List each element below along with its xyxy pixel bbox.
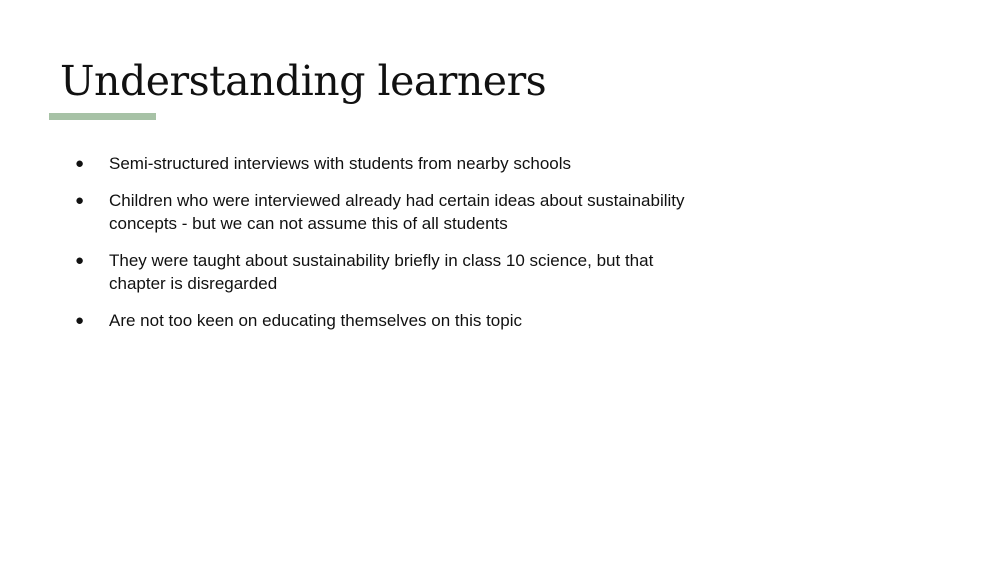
bullet-list <box>72 152 692 346</box>
bullet-text: They were taught about sustainability briefly in class 10 science, but that chapter is disregarded <box>109 251 654 293</box>
list-item <box>72 189 692 235</box>
list-item <box>72 249 692 295</box>
bullet-text: Semi-structured interviews with students from nearby schools <box>109 154 572 173</box>
slide-title: Understanding learners <box>60 57 547 105</box>
list-item <box>72 152 692 175</box>
list-item <box>72 309 692 332</box>
bullet-dot-icon: ● <box>75 252 85 269</box>
bullet-text: Are not too keen on educating themselves on this topic <box>109 311 522 330</box>
bullet-dot-icon: ● <box>75 312 85 329</box>
bullet-text: Children who were interviewed already had certain ideas about sustainability concepts - but we can not assume this of all students <box>109 191 685 233</box>
bullet-dot-icon: ● <box>75 192 85 209</box>
title-accent-bar <box>49 113 156 120</box>
bullet-dot-icon: ● <box>75 155 85 172</box>
